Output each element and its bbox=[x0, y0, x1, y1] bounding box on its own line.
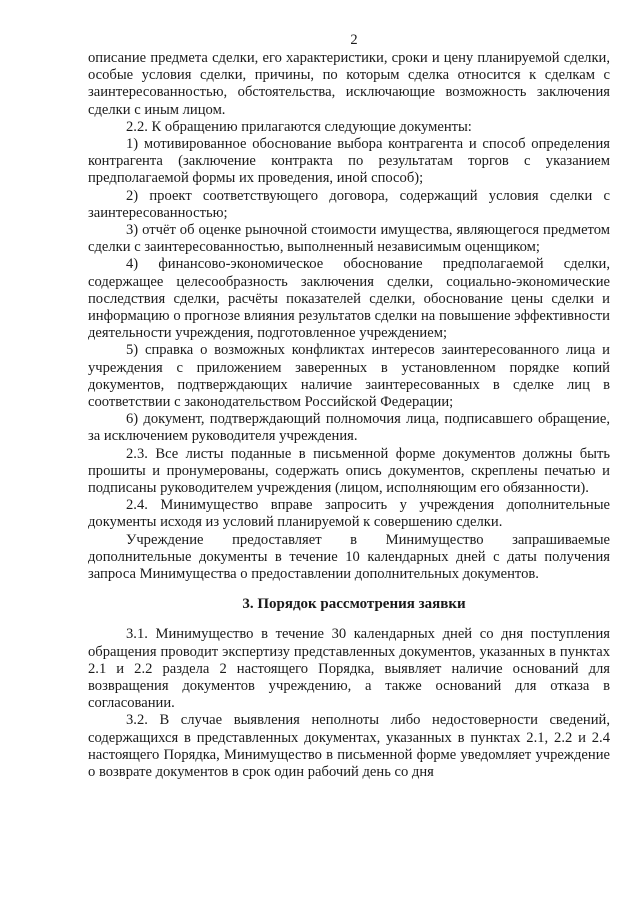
paragraph: 2.2. К обращению прилагаются следующие документы: bbox=[126, 118, 472, 135]
paragraph: 3.1. Минимущество в течение 30 календарных дней со дня поступления обращения проводит экспертизу представленных документов, указанных в пунктах 2.1 и 2.2 раздела 2 настоящего Порядка, выявляет наличие оснований для возвращения документов учреждению, а также оснований для отказа в согласовании. bbox=[88, 626, 610, 712]
paragraph: 2.4. Минимущество вправе запросить у учреждения дополнительные документы исходя из условий планируемой к совершению сделки. bbox=[88, 497, 610, 531]
list-item: 3) отчёт об оценке рыночной стоимости имущества, являющегося предметом сделки с заинтересованностью, выполненный независимым оценщиком; bbox=[88, 222, 610, 256]
list-item: 1) мотивированное обоснование выбора контрагента и способ определения контрагента (заключение контракта по результатам торгов с указанием предполагаемой формы их проведения, иной способ); bbox=[88, 136, 610, 187]
paragraph: Учреждение предоставляет в Минимущество запрашиваемые дополнительные документы в течение 10 календарных дней с даты получения запроса Минимущества о предоставлении дополнительных документов. bbox=[88, 531, 610, 583]
section-heading: 3. Порядок рассмотрения заявки bbox=[242, 596, 466, 613]
body-text-top bbox=[88, 50, 610, 583]
body-text-bottom bbox=[88, 626, 610, 781]
list-item: 6) документ, подтверждающий полномочия лица, подписавшего обращение, за исключением руководителя учреждения. bbox=[88, 411, 610, 445]
paragraph: описание предмета сделки, его характеристики, сроки и цену планируемой сделки, особые условия сделки, причины, по которым сделка относится к сделкам с заинтересованностью, обстоятельства, исключающие возможность заключения сделки с иным лицом. bbox=[88, 50, 610, 118]
list-item: 4) финансово-экономическое обоснование предполагаемой сделки, содержащее целесообразность заключения сделки, социально-экономические последствия сделки, расчёты показателей сделки, обоснование цены сделки и информацию о прогнозе влияния результатов сделки на повышение эффективности деятельности учреждения, подготовленное учреждением; bbox=[88, 256, 610, 342]
paragraph: 3.2. В случае выявления неполноты либо недостоверности сведений, содержащихся в представленных документах, указанных в пунктах 2.1, 2.2 и 2.4 настоящего Порядка, Минимущество в письменной форме уведомляет учреждение о возврате документов в срок один рабочий день со дня bbox=[88, 712, 610, 780]
list-item: 5) справка о возможных конфликтах интересов заинтересованного лица и учреждения с приложением заверенных в установленном порядке копий документов, подтверждающих наличие заинтересованных в сделке лиц в соответствии с законодательством Российской Федерации; bbox=[88, 342, 610, 411]
list-item: 2) проект соответствующего договора, содержащий условия сделки с заинтересованностью; bbox=[88, 187, 610, 221]
page-number: 2 bbox=[350, 32, 358, 48]
paragraph: 2.3. Все листы поданные в письменной форме документов должны быть прошиты и пронумерованы, содержать опись документов, скреплены печатью и подписаны руководителем учреждения (лицом, исполняющим его обязанности). bbox=[88, 445, 610, 497]
